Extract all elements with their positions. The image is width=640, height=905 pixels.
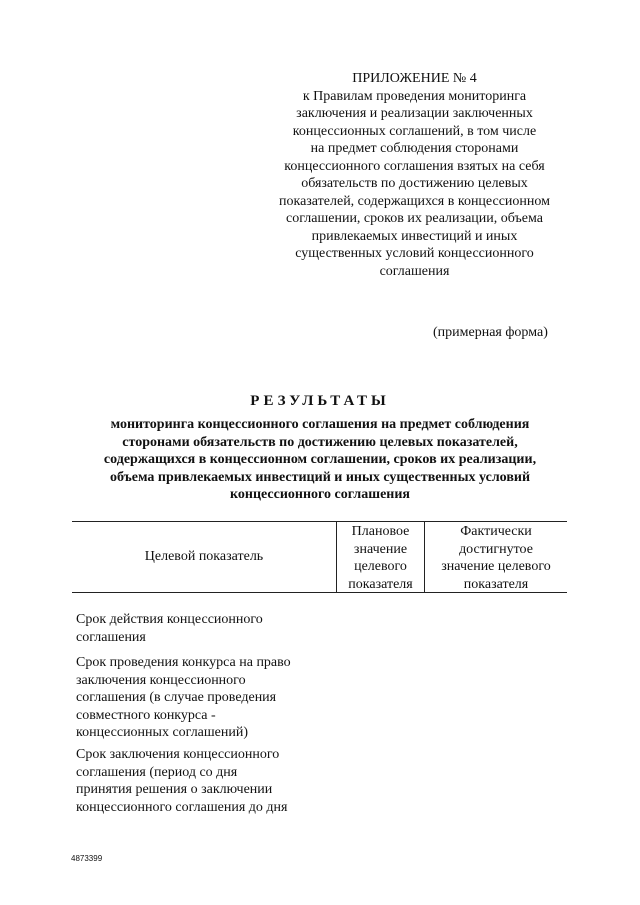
col-header-actual-line: достигнутое: [459, 541, 533, 557]
results-subtitle-line: содержащихся в концессионном соглашении, сроков их реализации,: [103, 452, 537, 467]
col-header-actual-line: значение целевого: [441, 559, 551, 574]
col-header-actual-line: Фактически: [460, 524, 532, 539]
appendix-line: концессионного соглашения взятых на себя: [284, 158, 545, 174]
appendix-line: соглашении, сроков их реализации, объема: [286, 211, 543, 226]
col-header-planned: [337, 523, 424, 593]
row-line: Срок действия концессионного: [76, 612, 263, 627]
col-header-actual-line: показателя: [463, 576, 529, 592]
form-note: (примерная форма): [433, 325, 548, 340]
appendix-line: обязательств по достижению целевых: [301, 176, 528, 191]
col-header-indicator: [72, 548, 336, 566]
row-line: концессионного соглашения до дня: [76, 799, 288, 815]
row-line: Срок проведения конкурса на право: [76, 655, 291, 670]
col-header-planned-line: целевого: [354, 559, 407, 574]
appendix-line: на предмет соблюдения сторонами: [310, 141, 519, 156]
row-line: принятия решения о заключении: [76, 782, 273, 797]
appendix-line: показателей, содержащихся в концессионном: [278, 193, 550, 209]
appendix-line: концессионных соглашений, в том числе: [292, 123, 537, 139]
col-header-indicator-text: Целевой показатель: [144, 549, 264, 564]
results-subtitle-line: сторонами обязательств по достижению целевых показателей,: [122, 434, 518, 450]
col-header-planned-line: показателя: [348, 576, 413, 592]
appendix-line: существенных условий концессионного: [295, 246, 534, 261]
row-line: соглашения (период со дня: [76, 764, 238, 780]
row-line: соглашения: [76, 629, 146, 645]
document-number: 4873399: [71, 854, 103, 863]
results-subtitle: [80, 416, 560, 504]
col-header-planned-line: значение: [353, 541, 408, 557]
table-row: [76, 654, 291, 742]
appendix-line: привлекаемых инвестиций и иных: [311, 228, 518, 244]
appendix-header: [262, 70, 567, 280]
table-top-border: [72, 521, 567, 522]
row-line: Срок заключения концессионного: [76, 747, 280, 762]
table-row: [76, 611, 263, 646]
row-line: концессионных соглашений): [76, 725, 249, 740]
results-subtitle-line: мониторинга концессионного соглашения на предмет соблюдения: [110, 417, 530, 432]
col-header-planned-line: Плановое: [351, 524, 410, 539]
appendix-line: заключения и реализации заключенных: [296, 106, 533, 121]
appendix-line: к Правилам проведения мониторинга: [302, 88, 527, 104]
col-header-actual: [425, 523, 567, 593]
results-subtitle-line: объема привлекаемых инвестиций и иных существенных условий: [109, 469, 531, 485]
row-line: соглашения (в случае проведения: [76, 690, 277, 705]
results-subtitle-line: концессионного соглашения: [230, 487, 410, 502]
appendix-line: соглашения: [379, 263, 450, 279]
row-line: заключения концессионного: [76, 672, 246, 688]
row-line: совместного конкурса -: [76, 707, 216, 723]
appendix-title: ПРИЛОЖЕНИЕ № 4: [352, 71, 477, 86]
results-title: РЕЗУЛЬТАТЫ: [250, 393, 390, 409]
table-row: [76, 746, 287, 816]
